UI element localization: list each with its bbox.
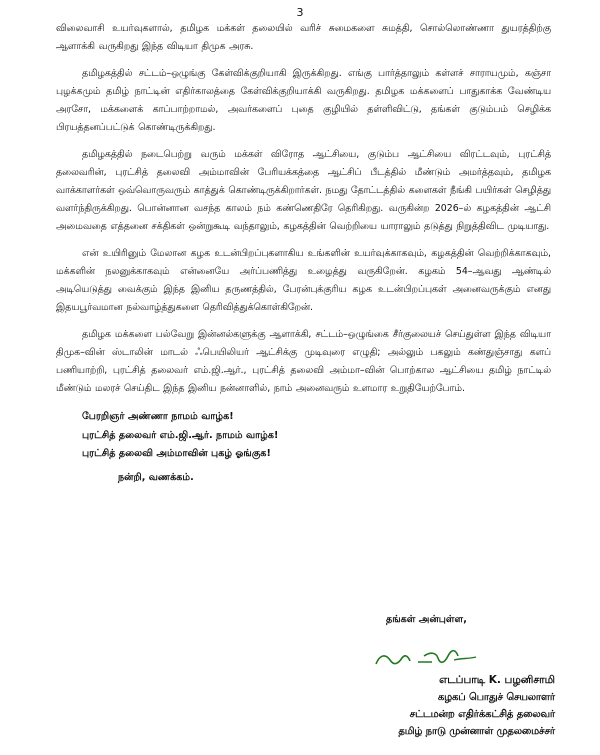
slogans xyxy=(82,408,551,464)
slogan-1: பேரறிஞர் அண்ணா நாமம் வாழ்க! xyxy=(82,411,234,422)
signatory-name: எடப்பாடி K. பழனிசாமி xyxy=(439,674,555,686)
paragraph-1: விலைவாசி உயர்வுகளால், தமிழக மக்கள் தலையில் வரிச் சுமைகளை சுமத்தி, சொல்லொண்ணா துயரத்திற்கு ஆளாக்கி வருகிறது இந்த விடியா திமுக அரசு. xyxy=(56,23,551,52)
signatory-block xyxy=(300,672,555,740)
signatory-title-2: சட்டமன்ற எதிர்க்கட்சித் தலைவர் xyxy=(409,709,555,720)
paragraph-3: தமிழகத்தில் நடைபெற்று வரும் மக்கள் விரோத ஆட்சியை, குடும்ப ஆட்சியை விரட்டவும், புரட்சித் தலைவரின், புரட்சித் தலைவி அம்மாவின் பேரியக்கத்தை ஆட்சிப் பீடத்தில் மீண்டும் அமர்த்தவும், தமிழக வாக்காளர்கள் ஒவ்வொருவரும் காத்துக் கொண்டிருக்கிறார்கள். நமது தோட்டத்தில் களைகள் நீங்கி பயிர்கள் செழித்து வளர்ந்திருக்கிறது. பொன்னான வசந்த காலம் நம் கண்ணெதிரே தெரிகிறது. வருகின்ற 2026–ல் கழகத்தின் ஆட்சி அமைவதை எத்தனை சக்திகள் ஒன்றுகூடி வந்தாலும், கழகத்தின் வெற்றியை யாராலும் தடுத்து நிறுத்திவிட முடியாது. xyxy=(56,149,551,232)
signature-icon xyxy=(372,642,482,672)
paragraph-5: தமிழக மக்களை பல்வேறு இன்னல்களுக்கு ஆளாக்கி, சட்டம்–ஒழுங்கை சீர்குலையச் செய்துள்ள இந்த விடியா திமுக–வின் ஸ்டாலின் மாடல் ஃபெயிலியர் ஆட்சிக்கு முடிவுரை எழுதி; அல்லும் பகலும் கண்துஞ்சாது களப் பணியாற்றி, புரட்சித் தலைவர் எம்.ஜி.ஆர்., புரட்சித் தலைவி அம்மா–வின் பொற்கால ஆட்சியை தமிழ் நாட்டில் மீண்டும் மலரச் செய்திட இந்த இனிய நன்னாளில், நாம் அனைவரும் உளமார உறுதியேற்போம். xyxy=(56,329,551,394)
page-number: 3 xyxy=(296,6,304,19)
slogan-2: புரட்சித் தலைவர் எம்.ஜி.ஆர். நாமம் வாழ்க! xyxy=(82,429,279,441)
closing-line: தங்கள் அன்புள்ள, xyxy=(386,614,467,625)
signatory-title-3: தமிழ் நாடு முன்னாள் முதலமைச்சர் xyxy=(398,726,555,737)
thanks-line: நன்றி, வணக்கம். xyxy=(118,471,194,483)
letter-body xyxy=(56,20,551,484)
slogan-3: புரட்சித் தலைவி அம்மாவின் புகழ் ஓங்குக! xyxy=(82,448,271,459)
paragraph-4: என் உயிரினும் மேலான கழக உடன்பிறப்புகளாகிய உங்களின் உயர்வுக்காகவும், கழகத்தின் வெற்றிக்காகவும், மக்களின் நலனுக்காகவும் என்னையே அர்ப்பணித்து உழைத்து வருகிறேன். கழகம் 54–ஆவது ஆண்டில் அடியெடுத்து வைக்கும் இந்த இனிய தருணத்தில், பேரன்புக்குரிய கழக உடன்பிறப்புகள் அனைவருக்கும் எனது இதயபூர்வமான நல்வாழ்த்துகளை தெரிவித்துக்கொள்கிறேன். xyxy=(56,248,551,313)
signatory-title-1: கழகப் பொதுச் செயலாளர் xyxy=(437,692,555,703)
paragraph-2: தமிழகத்தில் சட்டம்–ஒழுங்கு கேள்விக்குறியாகி இருக்கிறது. எங்கு பார்த்தாலும் கள்ளச் சாராயமும், கஞ்சா புழக்கமும் தமிழ் நாட்டின் எதிர்காலத்தை கேள்விக்குறியாக்கி வருகிறது. தமிழக மக்களைப் பாதுகாக்க வேண்டிய அரசோ, மக்களைக் காப்பாற்றாமல், அவர்களைப் புதை குழியில் தள்ளிவிட்டு, தங்கள் குடும்பம் செழிக்க பிரயத்தனப்பட்டுக் கொண்டிருக்கிறது. xyxy=(56,68,551,133)
